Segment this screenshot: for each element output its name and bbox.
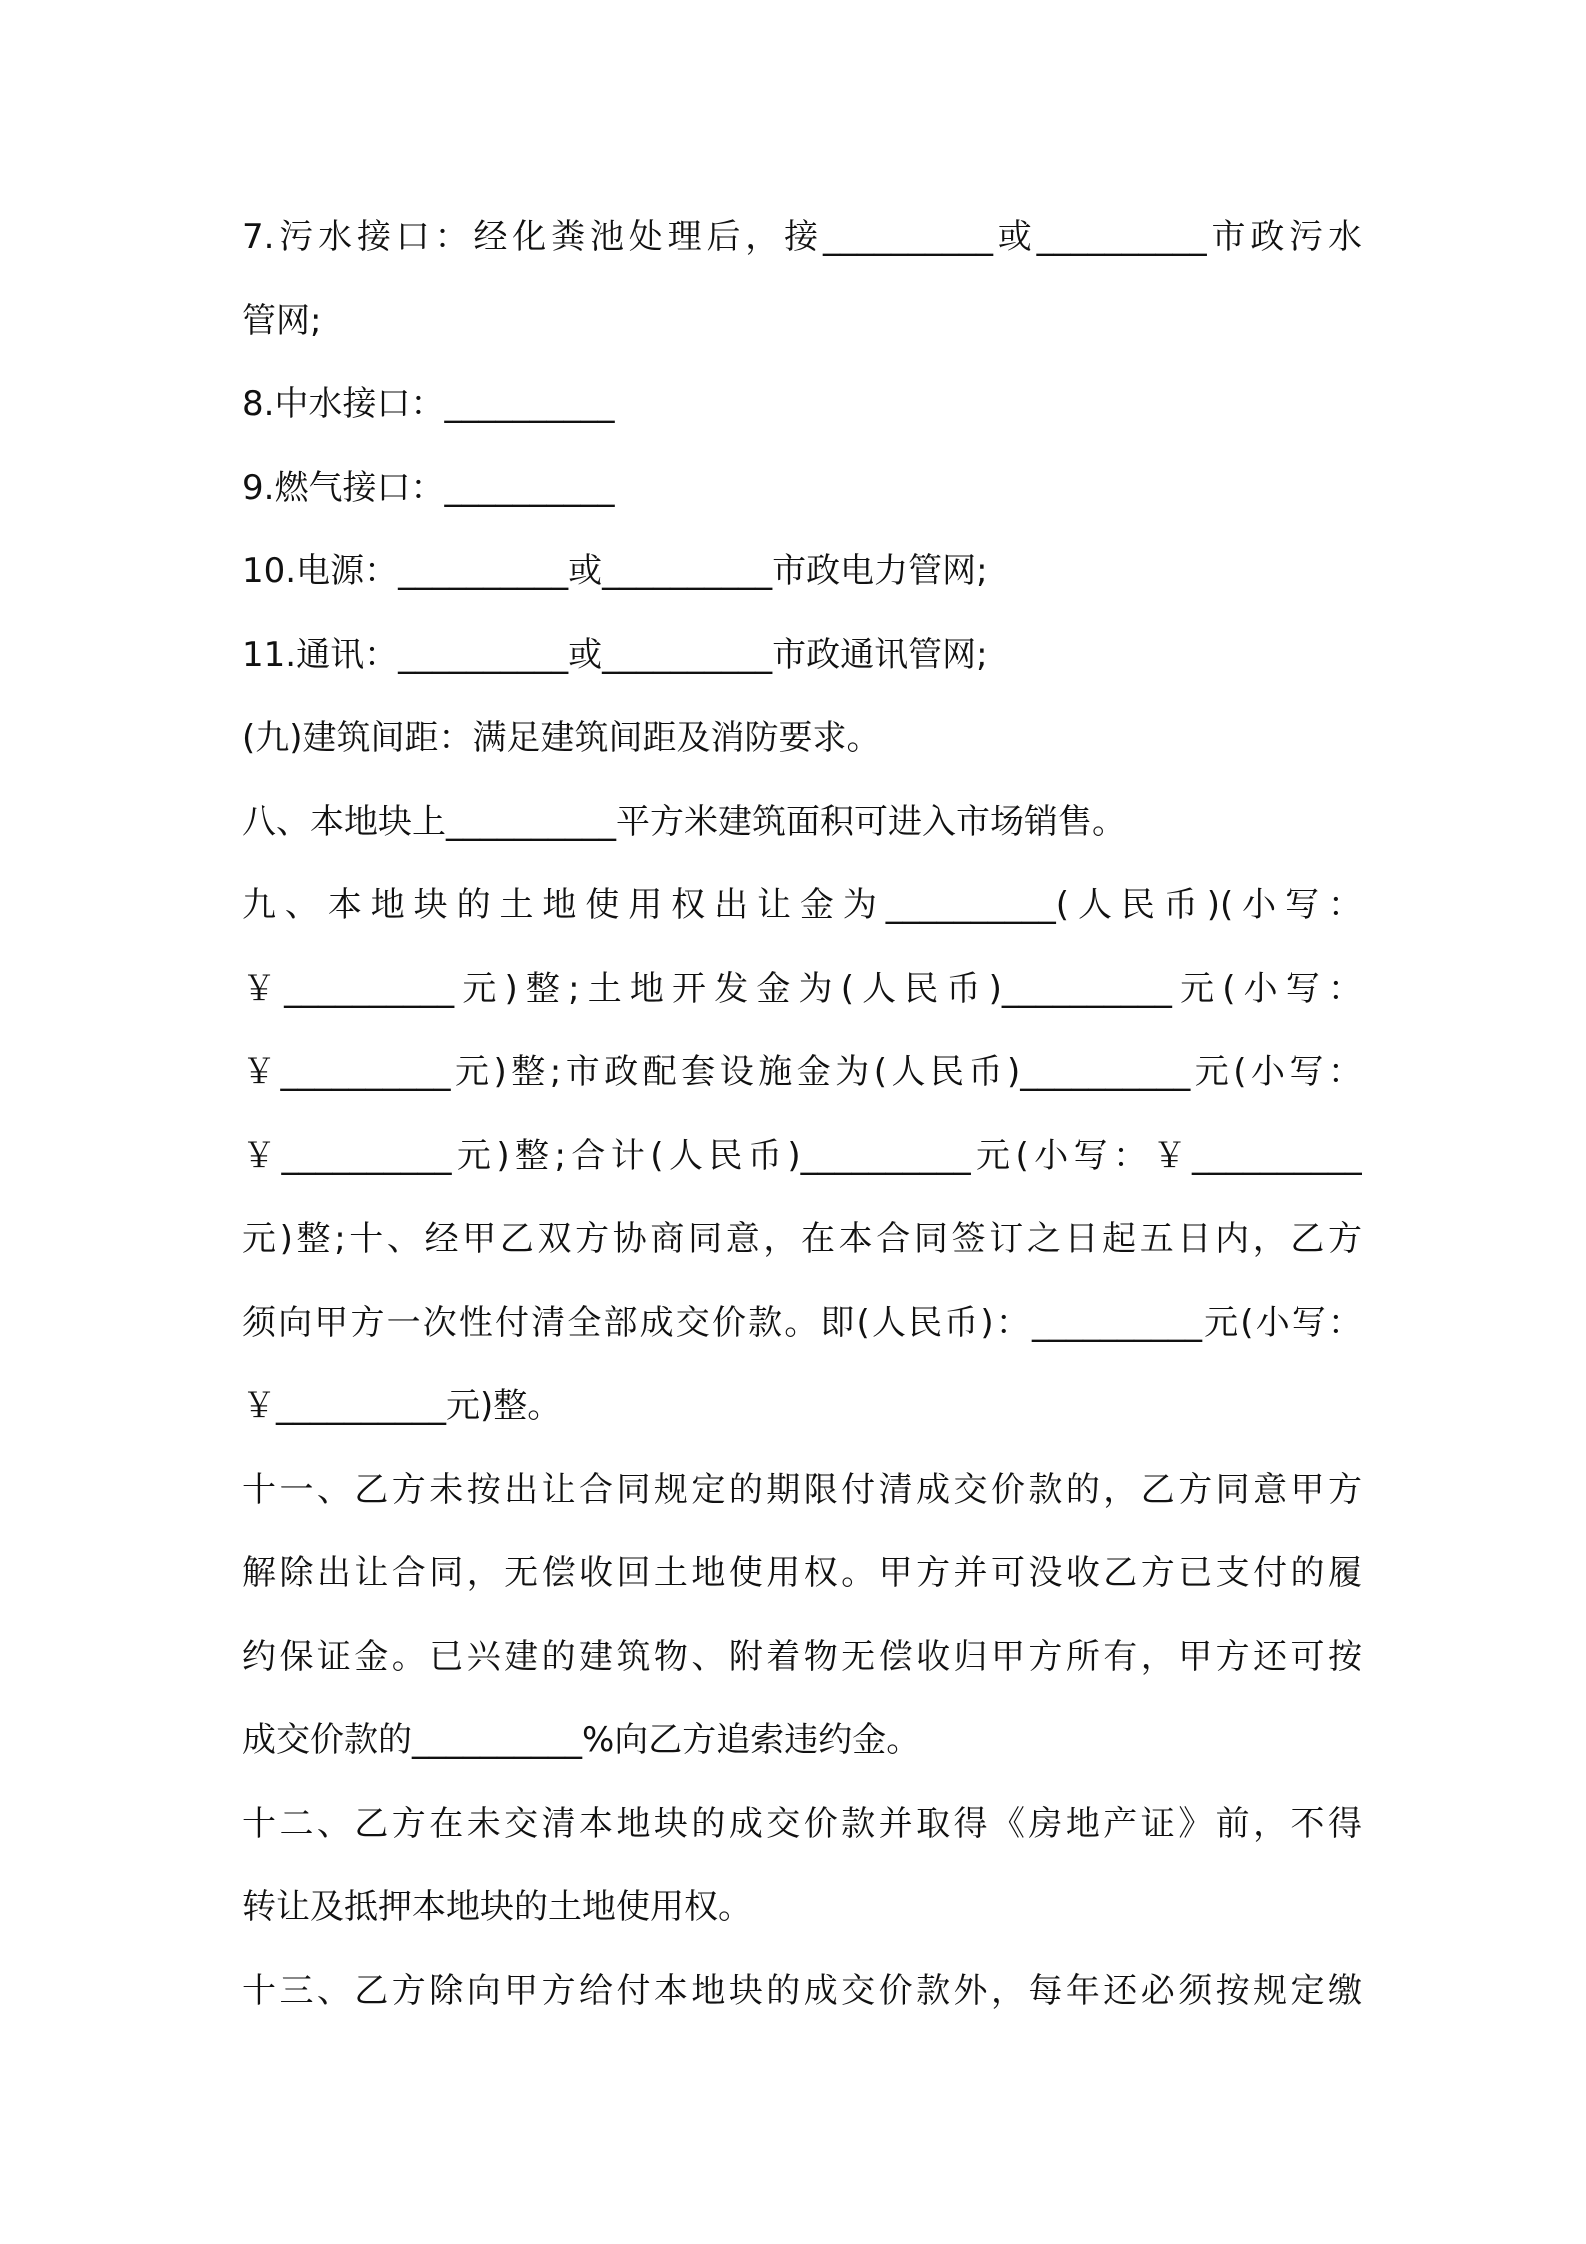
text-line: 解除出让合同，无偿收回土地使用权。甲方并可没收乙方已支付的履	[242, 1553, 1362, 1593]
text-line: 十二、乙方在未交清本地块的成交价款并取得《房地产证》前，不得	[242, 1803, 1362, 1844]
text-line: 转让及抵押本地块的土地使用权。	[242, 1887, 752, 1927]
text-line: 9.燃气接口：__________	[242, 467, 615, 508]
text-line: 须向甲方一次性付清全部成交价款。即(人民币)：__________元(小写：	[242, 1302, 1362, 1343]
text-line: ￥__________元)整;合计(人民币)__________元(小写：￥__________	[242, 1135, 1362, 1176]
text-line: 10.电源：__________或__________市政电力管网;	[242, 551, 988, 591]
text-line: 元)整;十、经甲乙双方协商同意，在本合同签订之日起五日内，乙方	[242, 1219, 1362, 1259]
text-line: 约保证金。已兴建的建筑物、附着物无偿收归甲方所有，甲方还可按	[242, 1636, 1362, 1677]
text-line: 11.通讯：__________或__________市政通讯管网;	[242, 634, 988, 675]
text-line: 8.中水接口：__________	[242, 384, 615, 424]
contract-text-body	[242, 196, 1362, 2033]
text-line: (九)建筑间距：满足建筑间距及消防要求。	[242, 718, 881, 758]
text-line: ￥__________元)整;土地开发金为(人民币)__________元(小写：	[242, 968, 1362, 1009]
text-line: 十一、乙方未按出让合同规定的期限付清成交价款的，乙方同意甲方	[242, 1469, 1362, 1510]
text-line: 成交价款的__________%向乙方追索违约金。	[242, 1720, 921, 1760]
text-line: 九、本地块的土地使用权出让金为__________(人民币)(小写：	[242, 885, 1362, 925]
text-line: 八、本地块上__________平方米建筑面积可进入市场销售。	[242, 801, 1126, 842]
text-line: 管网;	[242, 300, 322, 341]
text-line: 十三、乙方除向甲方给付本地块的成交价款外，每年还必须按规定缴	[242, 1970, 1362, 2011]
text-line: ￥__________元)整。	[242, 1386, 562, 1426]
text-line: ￥__________元)整;市政配套设施金为(人民币)__________元(小写：	[242, 1052, 1362, 1092]
text-line: 7.污水接口：经化粪池处理后，接__________或__________市政污水	[242, 217, 1362, 257]
